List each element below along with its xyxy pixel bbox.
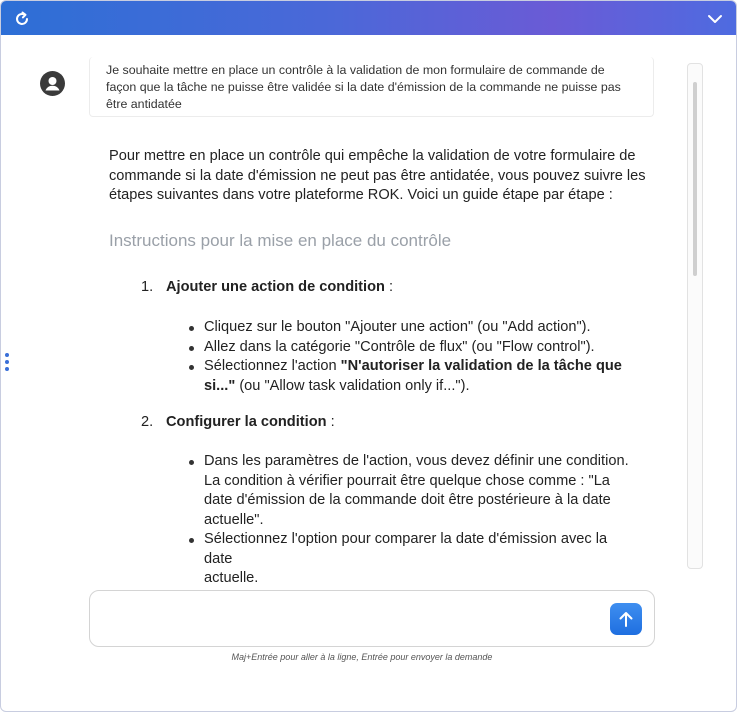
user-avatar-icon bbox=[40, 71, 65, 96]
vertical-dots-icon bbox=[5, 353, 9, 357]
step-1 bbox=[141, 278, 651, 394]
message-input[interactable] bbox=[102, 601, 606, 637]
step-heading: 2. Configurer la condition : bbox=[141, 413, 651, 433]
user-message-line: façon que la tâche ne puisse être validée si la date d'émission de la commande ne puisse pas bbox=[106, 80, 621, 94]
refresh-icon bbox=[11, 8, 33, 30]
user-message-bubble bbox=[89, 57, 654, 117]
list-item: Sélectionnez l'action "N'autoriser la validation de la tâche que si..." (ou "Allow task validation only if..."). bbox=[189, 357, 639, 396]
arrow-up-icon bbox=[610, 603, 642, 635]
list-item: Dans les paramètres de l'action, vous devez définir une condition. La condition à vérifier pourrait être quelque chose comme : "La date d'émission de la commande doit être postérieure à la date actuelle". bbox=[189, 452, 639, 530]
list-item: Allez dans la catégorie "Contrôle de flux" (ou "Flow control"). bbox=[189, 338, 639, 358]
step-title: Configurer la condition bbox=[166, 414, 327, 430]
user-message-line: Je souhaite mettre en place un contrôle à la validation de mon formulaire de commande de bbox=[106, 63, 605, 77]
message-composer[interactable] bbox=[89, 590, 655, 647]
user-message-line: être antidatée bbox=[106, 97, 182, 111]
step-number: 1. bbox=[141, 279, 154, 295]
section-title: Instructions pour la mise en place du contrôle bbox=[109, 230, 452, 250]
step-number: 2. bbox=[141, 414, 154, 430]
answer-intro-line: étapes suivantes dans votre plateforme ROK. Voici un guide étape par étape : bbox=[109, 187, 613, 203]
step-title: Ajouter une action de condition bbox=[166, 279, 385, 295]
step-2 bbox=[141, 413, 651, 586]
step-heading: 1. Ajouter une action de condition : bbox=[141, 278, 651, 298]
collapse-button[interactable] bbox=[704, 8, 726, 30]
list-item: Sélectionnez l'option pour comparer la date d'émission avec la date actuelle. bbox=[189, 530, 639, 589]
answer-intro-line: commande si la date d'émission ne peut pas être antidatée, vous pouvez suivre les bbox=[109, 167, 646, 184]
scrollbar-thumb[interactable] bbox=[693, 82, 697, 276]
composer-hint: Maj+Entrée pour aller à la ligne, Entrée pour envoyer la demande bbox=[231, 652, 493, 662]
send-button[interactable] bbox=[610, 603, 642, 635]
chevron-down-icon bbox=[704, 8, 726, 30]
scrollbar[interactable] bbox=[687, 63, 703, 569]
answer-intro-line: Pour mettre en place un contrôle qui empêche la validation de votre formulaire de bbox=[109, 148, 636, 164]
refresh-button[interactable] bbox=[11, 8, 33, 30]
side-drag-handle[interactable] bbox=[3, 353, 11, 377]
step-bullets bbox=[189, 452, 639, 589]
assistant-answer bbox=[109, 147, 649, 252]
list-item: Cliquez sur le bouton "Ajouter une action" (ou "Add action"). bbox=[189, 318, 639, 338]
title-bar bbox=[1, 1, 736, 35]
step-bullets bbox=[189, 318, 639, 396]
